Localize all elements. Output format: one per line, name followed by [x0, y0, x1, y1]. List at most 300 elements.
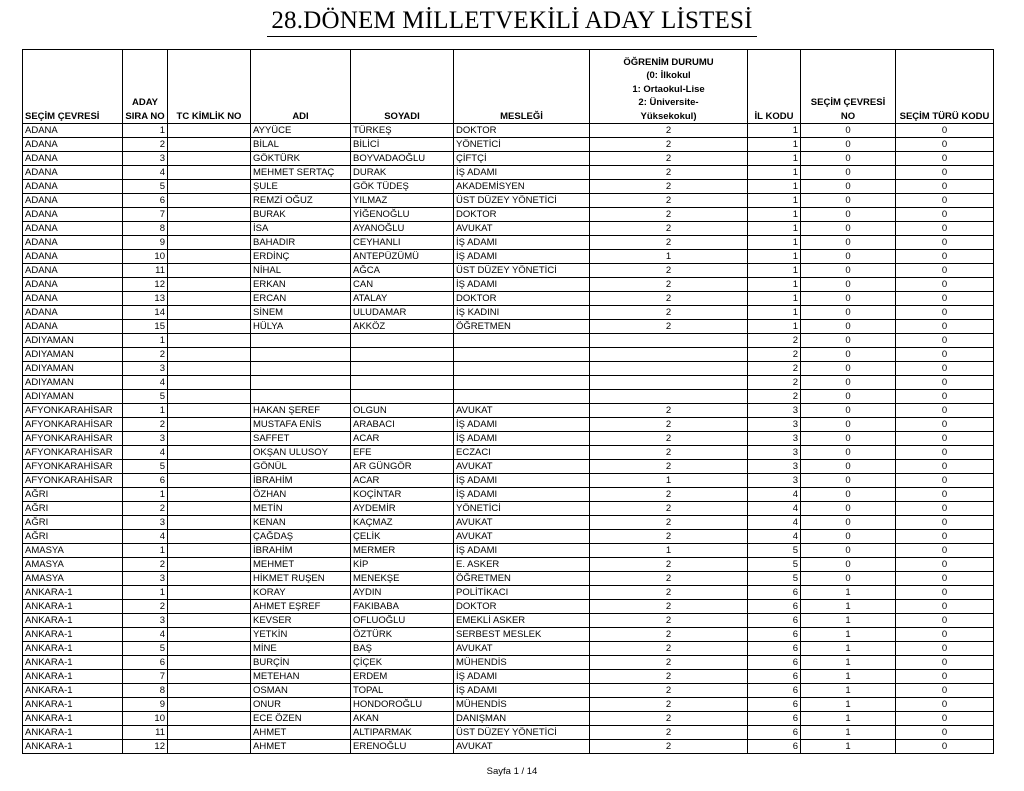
cell-tc-kimlik-no [168, 460, 251, 474]
table-row [23, 474, 994, 488]
cell-secim-cevresi-no: 0 [801, 138, 896, 152]
cell-secim-cevresi-no: 0 [801, 474, 896, 488]
cell-adi: MUSTAFA ENİS [251, 418, 351, 432]
cell-ogrenim-durumu: 1 [590, 544, 748, 558]
cell-tc-kimlik-no [168, 684, 251, 698]
cell-ogrenim-durumu: 2 [590, 292, 748, 306]
cell-meslegi: MÜHENDİS [454, 698, 590, 712]
cell-il-kodu: 6 [748, 642, 801, 656]
cell-soyadi: KİP [351, 558, 454, 572]
cell-ogrenim-durumu: 2 [590, 614, 748, 628]
cell-secim-cevresi: AĞRI [23, 502, 123, 516]
cell-meslegi: İŞ ADAMI [454, 278, 590, 292]
cell-il-kodu: 2 [748, 376, 801, 390]
cell-aday-sira-no: 4 [123, 446, 168, 460]
cell-secim-cevresi: AFYONKARAHİSAR [23, 418, 123, 432]
cell-aday-sira-no: 3 [123, 614, 168, 628]
cell-secim-cevresi-no: 0 [801, 460, 896, 474]
cell-secim-cevresi: ADANA [23, 124, 123, 138]
cell-secim-cevresi-no: 0 [801, 418, 896, 432]
col-header-adi: ADI [251, 50, 351, 124]
cell-secim-turu-kodu: 0 [896, 614, 994, 628]
table-row [23, 348, 994, 362]
cell-aday-sira-no: 4 [123, 530, 168, 544]
page-footer: Sayfa 1 / 14 [486, 766, 538, 777]
cell-aday-sira-no: 3 [123, 152, 168, 166]
cell-tc-kimlik-no [168, 614, 251, 628]
cell-meslegi [454, 376, 590, 390]
cell-adi: BURAK [251, 208, 351, 222]
table-row [23, 488, 994, 502]
cell-secim-cevresi-no: 0 [801, 390, 896, 404]
cell-ogrenim-durumu: 2 [590, 642, 748, 656]
cell-ogrenim-durumu [590, 376, 748, 390]
cell-aday-sira-no: 1 [123, 404, 168, 418]
cell-secim-cevresi: ADANA [23, 236, 123, 250]
cell-meslegi [454, 362, 590, 376]
cell-tc-kimlik-no [168, 362, 251, 376]
cell-secim-cevresi: AFYONKARAHİSAR [23, 460, 123, 474]
col-header-il-kodu: İL KODU [748, 50, 801, 124]
cell-meslegi: DANIŞMAN [454, 712, 590, 726]
cell-tc-kimlik-no [168, 348, 251, 362]
cell-aday-sira-no: 10 [123, 250, 168, 264]
table-row [23, 320, 994, 334]
table-row [23, 432, 994, 446]
cell-secim-cevresi-no: 0 [801, 250, 896, 264]
cell-secim-cevresi: AFYONKARAHİSAR [23, 432, 123, 446]
cell-tc-kimlik-no [168, 138, 251, 152]
cell-soyadi: AYDIN [351, 586, 454, 600]
cell-adi: NİHAL [251, 264, 351, 278]
cell-adi: AYYÜCE [251, 124, 351, 138]
cell-secim-turu-kodu: 0 [896, 166, 994, 180]
cell-il-kodu: 1 [748, 208, 801, 222]
cell-secim-cevresi-no: 1 [801, 712, 896, 726]
cell-tc-kimlik-no [168, 572, 251, 586]
cell-secim-cevresi-no: 0 [801, 292, 896, 306]
cell-secim-cevresi: AFYONKARAHİSAR [23, 404, 123, 418]
cell-secim-turu-kodu: 0 [896, 152, 994, 166]
cell-adi: MEHMET [251, 558, 351, 572]
page-title-text: 28.DÖNEM MİLLETVEKİLİ ADAY LİSTESİ [267, 7, 756, 37]
cell-secim-turu-kodu: 0 [896, 306, 994, 320]
cell-adi: AHMET [251, 740, 351, 754]
cell-meslegi: AVUKAT [454, 740, 590, 754]
cell-aday-sira-no: 3 [123, 572, 168, 586]
cell-meslegi: AVUKAT [454, 460, 590, 474]
table-row [23, 334, 994, 348]
col-header-secim-cevresi: SEÇİM ÇEVRESİ [23, 50, 123, 124]
col-header-aday-sira-no: ADAY SIRA NO [123, 50, 168, 124]
cell-secim-cevresi: ANKARA-1 [23, 740, 123, 754]
cell-secim-cevresi-no: 0 [801, 488, 896, 502]
cell-soyadi: MERMER [351, 544, 454, 558]
cell-ogrenim-durumu: 2 [590, 152, 748, 166]
cell-aday-sira-no: 2 [123, 138, 168, 152]
cell-secim-cevresi-no: 0 [801, 166, 896, 180]
cell-tc-kimlik-no [168, 208, 251, 222]
cell-adi: METEHAN [251, 670, 351, 684]
table-row [23, 726, 994, 740]
cell-aday-sira-no: 12 [123, 278, 168, 292]
cell-tc-kimlik-no [168, 390, 251, 404]
cell-secim-cevresi: ANKARA-1 [23, 642, 123, 656]
cell-secim-cevresi-no: 1 [801, 684, 896, 698]
cell-secim-turu-kodu: 0 [896, 530, 994, 544]
cell-ogrenim-durumu: 2 [590, 194, 748, 208]
cell-aday-sira-no: 4 [123, 376, 168, 390]
cell-secim-turu-kodu: 0 [896, 628, 994, 642]
cell-il-kodu: 1 [748, 194, 801, 208]
cell-aday-sira-no: 1 [123, 586, 168, 600]
candidate-table [22, 49, 994, 754]
cell-tc-kimlik-no [168, 194, 251, 208]
cell-secim-cevresi: ANKARA-1 [23, 656, 123, 670]
cell-ogrenim-durumu: 2 [590, 320, 748, 334]
cell-secim-cevresi: ADIYAMAN [23, 362, 123, 376]
cell-meslegi: İŞ ADAMI [454, 250, 590, 264]
cell-meslegi: AKADEMİSYEN [454, 180, 590, 194]
cell-soyadi: BAŞ [351, 642, 454, 656]
cell-il-kodu: 3 [748, 418, 801, 432]
cell-secim-cevresi-no: 0 [801, 404, 896, 418]
cell-soyadi: AKKÖZ [351, 320, 454, 334]
cell-tc-kimlik-no [168, 544, 251, 558]
cell-il-kodu: 1 [748, 320, 801, 334]
cell-ogrenim-durumu: 2 [590, 180, 748, 194]
cell-secim-turu-kodu: 0 [896, 544, 994, 558]
table-row [23, 362, 994, 376]
cell-il-kodu: 1 [748, 222, 801, 236]
cell-secim-cevresi: ADIYAMAN [23, 334, 123, 348]
cell-meslegi: İŞ ADAMI [454, 474, 590, 488]
table-row [23, 698, 994, 712]
table-row [23, 292, 994, 306]
cell-il-kodu: 1 [748, 124, 801, 138]
cell-tc-kimlik-no [168, 488, 251, 502]
cell-il-kodu: 6 [748, 586, 801, 600]
table-row [23, 208, 994, 222]
col-header-ogrenim-durumu: ÖĞRENİM DURUMU (0: İlkokul 1: Ortaokul-Lise 2: Üniversite- Yüksekokul) [590, 50, 748, 124]
cell-aday-sira-no: 4 [123, 166, 168, 180]
table-row [23, 628, 994, 642]
cell-ogrenim-durumu: 2 [590, 278, 748, 292]
cell-adi: OKŞAN ULUSOY [251, 446, 351, 460]
cell-meslegi: ÖĞRETMEN [454, 572, 590, 586]
table-row [23, 712, 994, 726]
table-row [23, 586, 994, 600]
cell-secim-cevresi: AĞRI [23, 516, 123, 530]
table-row [23, 530, 994, 544]
table-row [23, 250, 994, 264]
cell-secim-cevresi: ADANA [23, 264, 123, 278]
cell-secim-cevresi-no: 0 [801, 544, 896, 558]
cell-secim-turu-kodu: 0 [896, 712, 994, 726]
cell-secim-cevresi-no: 0 [801, 558, 896, 572]
cell-ogrenim-durumu: 2 [590, 600, 748, 614]
cell-secim-cevresi: AMASYA [23, 572, 123, 586]
cell-secim-turu-kodu: 0 [896, 586, 994, 600]
cell-soyadi: ÇİÇEK [351, 656, 454, 670]
cell-tc-kimlik-no [168, 278, 251, 292]
col-header-meslegi: MESLEĞİ [454, 50, 590, 124]
cell-il-kodu: 5 [748, 572, 801, 586]
cell-secim-turu-kodu: 0 [896, 656, 994, 670]
cell-soyadi: YİĞENOĞLU [351, 208, 454, 222]
cell-aday-sira-no: 2 [123, 502, 168, 516]
cell-ogrenim-durumu: 2 [590, 488, 748, 502]
cell-il-kodu: 3 [748, 432, 801, 446]
cell-adi: GÖNÜL [251, 460, 351, 474]
cell-meslegi: EMEKLİ ASKER [454, 614, 590, 628]
cell-aday-sira-no: 1 [123, 334, 168, 348]
cell-adi: ÖZHAN [251, 488, 351, 502]
cell-aday-sira-no: 5 [123, 642, 168, 656]
cell-il-kodu: 6 [748, 698, 801, 712]
cell-aday-sira-no: 2 [123, 558, 168, 572]
cell-adi: MİNE [251, 642, 351, 656]
cell-adi: KEVSER [251, 614, 351, 628]
cell-tc-kimlik-no [168, 446, 251, 460]
cell-secim-cevresi: ADANA [23, 152, 123, 166]
cell-secim-cevresi-no: 1 [801, 600, 896, 614]
cell-tc-kimlik-no [168, 628, 251, 642]
cell-soyadi: OLGUN [351, 404, 454, 418]
cell-secim-cevresi: ADANA [23, 278, 123, 292]
table-row [23, 222, 994, 236]
cell-secim-cevresi: ADANA [23, 138, 123, 152]
cell-adi: GÖKTÜRK [251, 152, 351, 166]
cell-aday-sira-no: 1 [123, 488, 168, 502]
cell-secim-cevresi: ADANA [23, 320, 123, 334]
cell-secim-turu-kodu: 0 [896, 488, 994, 502]
cell-ogrenim-durumu: 2 [590, 670, 748, 684]
col-header-secim-turu-kodu: SEÇİM TÜRÜ KODU [896, 50, 994, 124]
cell-meslegi: İŞ ADAMI [454, 236, 590, 250]
cell-secim-cevresi-no: 0 [801, 348, 896, 362]
cell-il-kodu: 6 [748, 628, 801, 642]
cell-aday-sira-no: 2 [123, 600, 168, 614]
cell-adi [251, 390, 351, 404]
cell-ogrenim-durumu: 2 [590, 432, 748, 446]
cell-adi: HÜLYA [251, 320, 351, 334]
cell-adi: AHMET [251, 726, 351, 740]
cell-tc-kimlik-no [168, 558, 251, 572]
cell-meslegi: İŞ KADINI [454, 306, 590, 320]
cell-ogrenim-durumu: 2 [590, 572, 748, 586]
cell-secim-turu-kodu: 0 [896, 460, 994, 474]
table-row [23, 124, 994, 138]
cell-secim-cevresi-no: 0 [801, 432, 896, 446]
table-row [23, 614, 994, 628]
cell-il-kodu: 4 [748, 530, 801, 544]
cell-secim-turu-kodu: 0 [896, 432, 994, 446]
cell-il-kodu: 6 [748, 726, 801, 740]
cell-aday-sira-no: 7 [123, 208, 168, 222]
cell-ogrenim-durumu: 1 [590, 474, 748, 488]
cell-secim-cevresi: AĞRI [23, 530, 123, 544]
cell-soyadi: KOÇİNTAR [351, 488, 454, 502]
cell-secim-turu-kodu: 0 [896, 348, 994, 362]
cell-il-kodu: 4 [748, 502, 801, 516]
table-row [23, 278, 994, 292]
cell-secim-turu-kodu: 0 [896, 474, 994, 488]
cell-secim-cevresi-no: 1 [801, 670, 896, 684]
cell-secim-turu-kodu: 0 [896, 740, 994, 754]
cell-il-kodu: 1 [748, 264, 801, 278]
table-row [23, 600, 994, 614]
cell-adi: ÇAĞDAŞ [251, 530, 351, 544]
cell-adi: BAHADIR [251, 236, 351, 250]
cell-il-kodu: 2 [748, 362, 801, 376]
cell-soyadi: BİLİCİ [351, 138, 454, 152]
table-row [23, 460, 994, 474]
cell-ogrenim-durumu: 2 [590, 698, 748, 712]
cell-secim-cevresi: ANKARA-1 [23, 712, 123, 726]
cell-secim-cevresi-no: 0 [801, 306, 896, 320]
cell-adi: KENAN [251, 516, 351, 530]
cell-aday-sira-no: 12 [123, 740, 168, 754]
cell-adi: YETKİN [251, 628, 351, 642]
cell-secim-cevresi: ADANA [23, 166, 123, 180]
table-row [23, 418, 994, 432]
table-row [23, 194, 994, 208]
cell-secim-cevresi-no: 0 [801, 222, 896, 236]
cell-il-kodu: 4 [748, 488, 801, 502]
cell-adi: ERDİNÇ [251, 250, 351, 264]
cell-secim-turu-kodu: 0 [896, 250, 994, 264]
header-row [23, 50, 994, 124]
cell-tc-kimlik-no [168, 264, 251, 278]
cell-tc-kimlik-no [168, 236, 251, 250]
table-row [23, 656, 994, 670]
table-row [23, 684, 994, 698]
cell-il-kodu: 5 [748, 544, 801, 558]
cell-tc-kimlik-no [168, 334, 251, 348]
cell-secim-cevresi: ADIYAMAN [23, 390, 123, 404]
cell-il-kodu: 1 [748, 138, 801, 152]
cell-secim-cevresi: ANKARA-1 [23, 726, 123, 740]
cell-ogrenim-durumu: 2 [590, 264, 748, 278]
cell-secim-cevresi: ANKARA-1 [23, 628, 123, 642]
cell-secim-turu-kodu: 0 [896, 320, 994, 334]
cell-tc-kimlik-no [168, 418, 251, 432]
cell-soyadi: DURAK [351, 166, 454, 180]
cell-aday-sira-no: 3 [123, 362, 168, 376]
cell-aday-sira-no: 8 [123, 222, 168, 236]
cell-il-kodu: 3 [748, 446, 801, 460]
cell-secim-cevresi-no: 0 [801, 264, 896, 278]
cell-soyadi: CAN [351, 278, 454, 292]
cell-il-kodu: 3 [748, 404, 801, 418]
cell-soyadi: ATALAY [351, 292, 454, 306]
cell-tc-kimlik-no [168, 726, 251, 740]
cell-secim-cevresi: ADANA [23, 250, 123, 264]
table-row [23, 516, 994, 530]
cell-aday-sira-no: 6 [123, 474, 168, 488]
table-row [23, 404, 994, 418]
cell-meslegi: DOKTOR [454, 600, 590, 614]
cell-il-kodu: 6 [748, 712, 801, 726]
table-row [23, 236, 994, 250]
cell-secim-cevresi: AFYONKARAHİSAR [23, 446, 123, 460]
cell-soyadi: TOPAL [351, 684, 454, 698]
cell-ogrenim-durumu [590, 334, 748, 348]
cell-meslegi: DOKTOR [454, 208, 590, 222]
cell-il-kodu: 6 [748, 670, 801, 684]
cell-ogrenim-durumu: 2 [590, 222, 748, 236]
cell-ogrenim-durumu: 2 [590, 124, 748, 138]
cell-ogrenim-durumu: 2 [590, 208, 748, 222]
cell-soyadi: ERENOĞLU [351, 740, 454, 754]
table-row [23, 180, 994, 194]
table-row [23, 390, 994, 404]
cell-soyadi: HONDOROĞLU [351, 698, 454, 712]
cell-soyadi: ÇELİK [351, 530, 454, 544]
cell-tc-kimlik-no [168, 516, 251, 530]
cell-il-kodu: 1 [748, 166, 801, 180]
cell-secim-cevresi-no: 0 [801, 572, 896, 586]
cell-tc-kimlik-no [168, 124, 251, 138]
cell-aday-sira-no: 4 [123, 628, 168, 642]
cell-ogrenim-durumu: 2 [590, 236, 748, 250]
cell-secim-cevresi-no: 0 [801, 446, 896, 460]
cell-secim-turu-kodu: 0 [896, 124, 994, 138]
cell-soyadi: AYDEMİR [351, 502, 454, 516]
cell-secim-cevresi-no: 0 [801, 278, 896, 292]
table-row [23, 306, 994, 320]
table-row [23, 544, 994, 558]
table-row [23, 166, 994, 180]
cell-il-kodu: 1 [748, 278, 801, 292]
cell-secim-turu-kodu: 0 [896, 600, 994, 614]
cell-aday-sira-no: 6 [123, 194, 168, 208]
cell-secim-cevresi: ADANA [23, 208, 123, 222]
cell-adi: HİKMET RUŞEN [251, 572, 351, 586]
cell-soyadi [351, 362, 454, 376]
cell-tc-kimlik-no [168, 474, 251, 488]
cell-aday-sira-no: 1 [123, 124, 168, 138]
cell-adi: İBRAHİM [251, 474, 351, 488]
cell-secim-cevresi: ADANA [23, 194, 123, 208]
cell-adi: METİN [251, 502, 351, 516]
cell-meslegi: ÜST DÜZEY YÖNETİCİ [454, 726, 590, 740]
cell-soyadi [351, 348, 454, 362]
cell-secim-cevresi: ADANA [23, 180, 123, 194]
cell-ogrenim-durumu: 2 [590, 726, 748, 740]
cell-soyadi: OFLUOĞLU [351, 614, 454, 628]
cell-secim-cevresi: ANKARA-1 [23, 698, 123, 712]
cell-secim-turu-kodu: 0 [896, 698, 994, 712]
cell-aday-sira-no: 1 [123, 544, 168, 558]
cell-tc-kimlik-no [168, 404, 251, 418]
cell-secim-cevresi-no: 0 [801, 516, 896, 530]
cell-tc-kimlik-no [168, 586, 251, 600]
cell-secim-turu-kodu: 0 [896, 418, 994, 432]
cell-secim-cevresi-no: 1 [801, 628, 896, 642]
cell-tc-kimlik-no [168, 306, 251, 320]
cell-secim-turu-kodu: 0 [896, 292, 994, 306]
cell-secim-cevresi: ANKARA-1 [23, 670, 123, 684]
cell-meslegi: YÖNETİCİ [454, 502, 590, 516]
cell-tc-kimlik-no [168, 152, 251, 166]
cell-secim-turu-kodu: 0 [896, 642, 994, 656]
cell-meslegi [454, 390, 590, 404]
cell-tc-kimlik-no [168, 166, 251, 180]
cell-soyadi: FAKIBABA [351, 600, 454, 614]
table-row [23, 558, 994, 572]
